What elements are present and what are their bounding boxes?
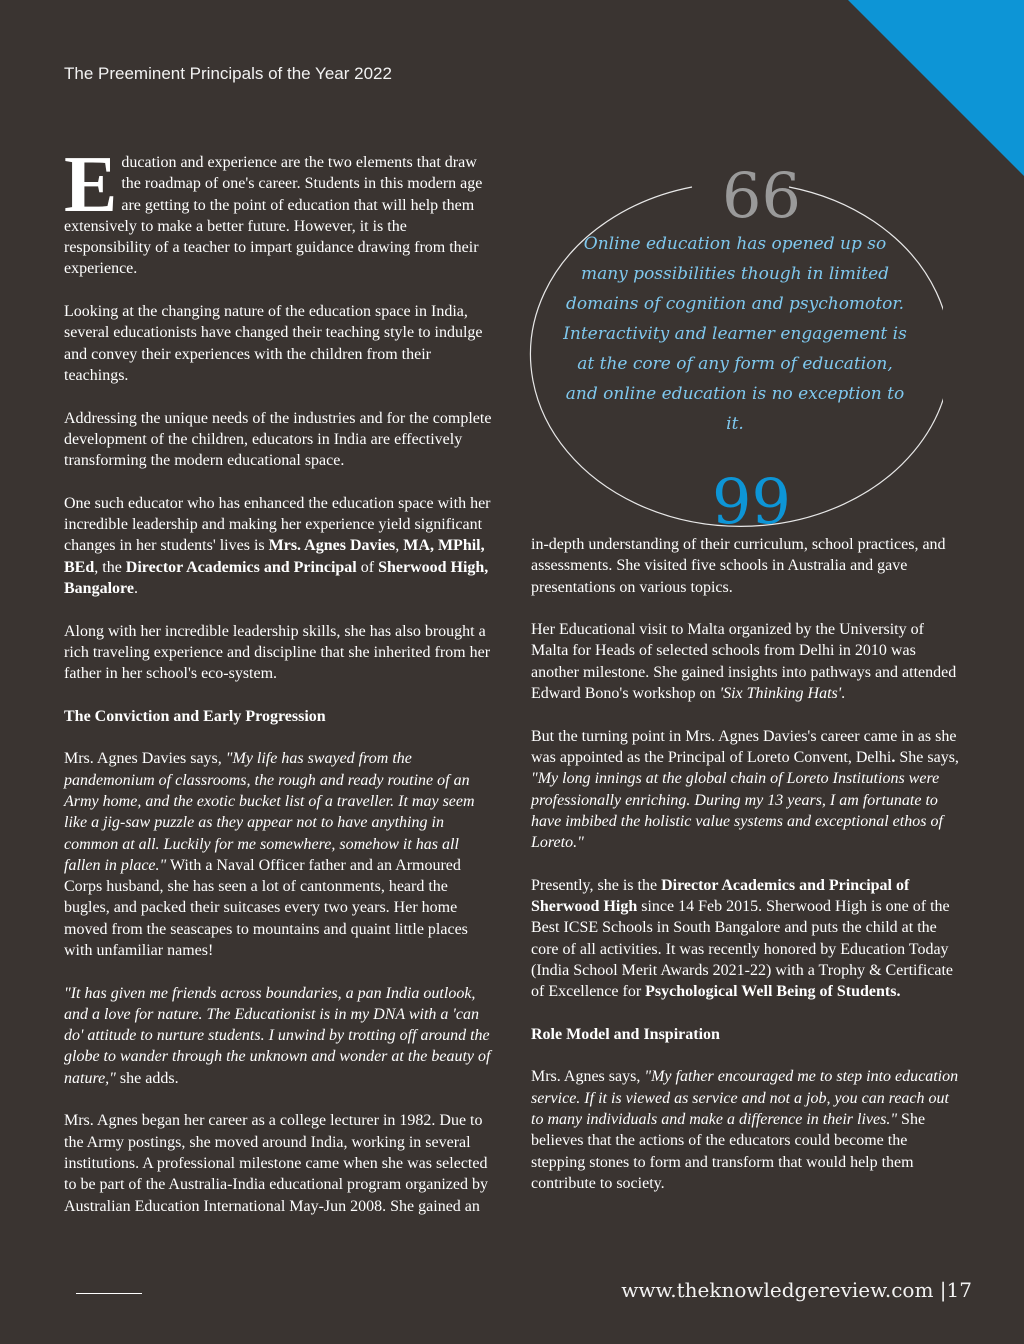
- footer-separator: |: [939, 1278, 947, 1302]
- corner-accent-triangle: [848, 0, 1024, 176]
- paragraph-11: But the turning point in Mrs. Agnes Davies's career came in as she was appointed as the Principal of Loreto Convent, Delhi. She says, "My long innings at the global chain of Loreto Institutions were professionally enriching. During my 13 years, I am fortunate to have imbibed the holistic value systems and exceptional ethos of Loreto.": [531, 727, 959, 852]
- footer-rule: [76, 1293, 142, 1294]
- paragraph-12: Presently, she is the Director Academics and Principal of Sherwood High since 14 Feb 2015. Sherwood High is one of the Best ICSE Schools in South Bangalore and puts the child at the core of all activities. It was recently honored by Education Today (India School Merit Awards 2021-22) with a Trophy & Certificate of Excellence for Psychological Well Being of Students.: [531, 876, 954, 1001]
- open-quote-icon: 66: [722, 165, 801, 232]
- page-footer: [621, 1278, 972, 1302]
- paragraph-4: One such educator who has enhanced the education space with her incredible leadership and making her experience yield significant changes in her students' lives is Mrs. Agnes Davies, MA, MPhil, BEd, the Director Academics and Principal of Sherwood High, Bangalore.: [64, 494, 491, 597]
- pull-quote-text: Online education has opened up so many possibilities though in limited domains of cognition and psychomotor. Interactivity and learner engagement is at the core of any form of education, and online education is no exception to it.: [563, 234, 907, 434]
- paragraph-7: "It has given me friends across boundaries, a pan India outlook, and a love for nature. The Educationist is in my DNA with a 'can do' attitude to nurture students. I unwind by trotting off around the globe to wander through the unknown and wonder at the beauty of nature," she adds.: [64, 984, 491, 1087]
- pull-quote: [527, 165, 943, 527]
- paragraph-8: Mrs. Agnes began her career as a college lecturer in 1982. Due to the Army postings, she moved around India, working in several institutions. A professional milestone came when she was selected to be part of the Australia-India educational program organized by Australian Education International May-Jun 2008. She gained an: [64, 1112, 488, 1215]
- footer-website-link[interactable]: www.theknowledgereview.com: [621, 1278, 934, 1302]
- drop-cap: E: [64, 141, 118, 229]
- paragraph-9: in-depth understanding of their curriculum, school practices, and assessments. She visited five schools in Australia and gave presentations on various topics.: [531, 536, 946, 596]
- page-number: 17: [946, 1278, 972, 1302]
- page-header-title: The Preeminent Principals of the Year 2022: [64, 64, 392, 83]
- subheading-conviction: The Conviction and Early Progression: [64, 707, 326, 725]
- close-quote-icon: 99: [712, 465, 791, 527]
- paragraph-2: Looking at the changing nature of the education space in India, several educationists have changed their teaching style to indulge and convey their experiences with the children from their teachings.: [64, 303, 483, 384]
- paragraph-3: Addressing the unique needs of the industries and for the complete development of the children, educators in India are effectively transforming the modern educational space.: [64, 409, 492, 470]
- paragraph-13: Mrs. Agnes says, "My father encouraged me to step into education service. If it is viewed as service and not a job, you can reach out to many individuals and make a difference in their lives." She believes that the actions of the educators could become the stepping stones to form and transform that would help them contribute to society.: [531, 1068, 959, 1192]
- paragraph-10: Her Educational visit to Malta organized by the University of Malta for Heads of selected schools from Delhi in 2010 was another milestone. She gained insights into pathways and attended Edward Bono's workshop on 'Six Thinking Hats'.: [531, 621, 957, 703]
- paragraph-5: Along with her incredible leadership skills, she has also brought a rich traveling experience and discipline that she inherited from her father in her school's eco-system.: [64, 622, 491, 683]
- article-column-left: [64, 141, 496, 1238]
- intro-paragraph: Education and experience are the two elements that draw the roadmap of one's career. Students in this modern age are getting to the point of education that will help them extensively to make a better future. However, it is the responsibility of a teacher to impart guidance drawing from their experience.: [64, 141, 483, 278]
- subheading-role-model: Role Model and Inspiration: [531, 1025, 720, 1043]
- paragraph-6: Mrs. Agnes Davies says, "My life has swayed from the pandemonium of classrooms, the rough and ready routine of an Army home, and the exotic bucket list of a traveller. It may seem like a jig-saw puzzle as they appear not to have anything in common at all. Luckily for me somewhere, somehow it has all fallen in place." With a Naval Officer father and an Armoured Corps husband, she has seen a lot of cantonments, heard the bugles, and packed their suitcases every two years. Her home moved from the seascapes to mountains and quaint little places with unfamiliar names!: [64, 750, 475, 959]
- article-column-right: [531, 534, 963, 1216]
